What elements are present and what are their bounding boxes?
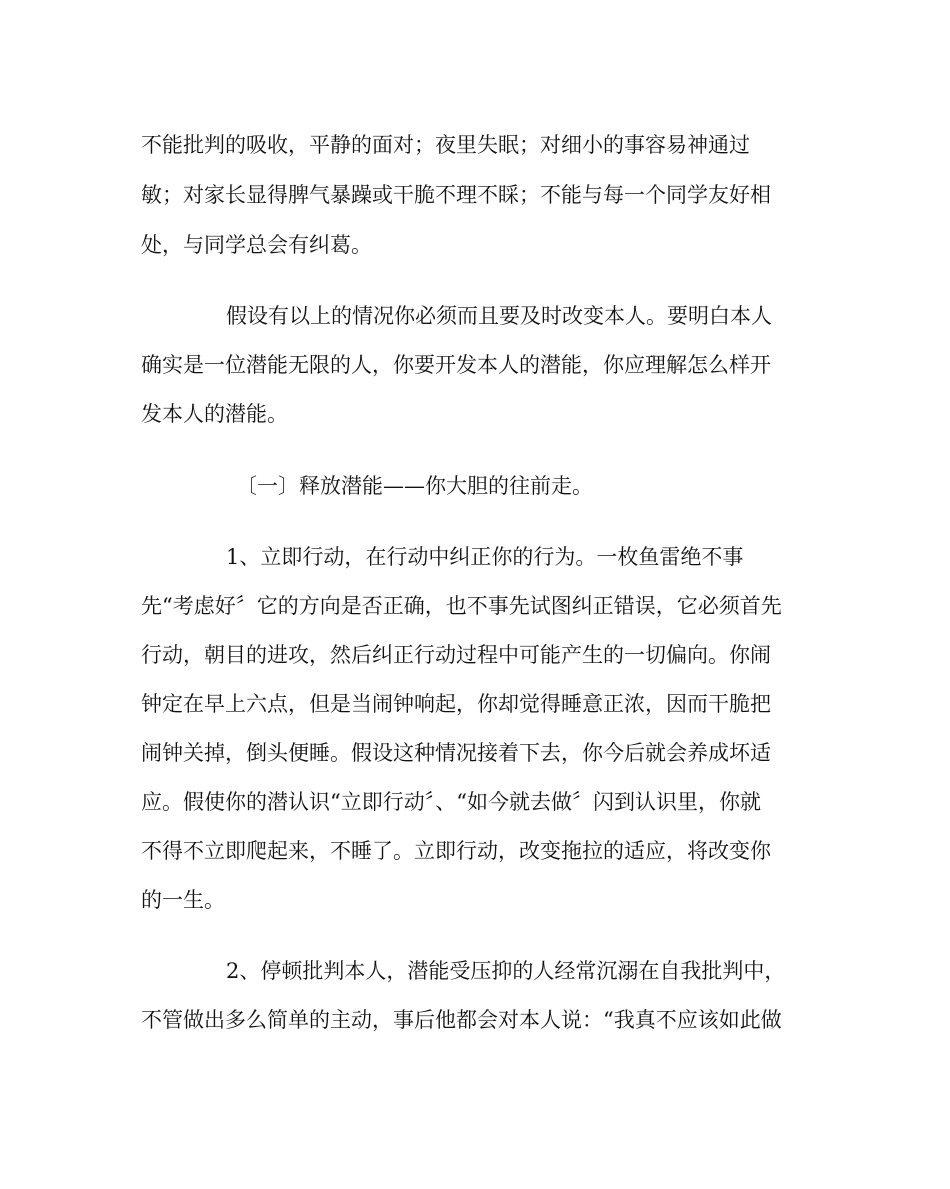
paragraph-3-line-6: 应。假使你的潜认识“立即行动〞、“如今就去做〞闪到认识里，你就 [141,790,761,814]
paragraph-3-line-8: 的一生。 [141,888,225,912]
paragraph-4-line-2: 不管做出多么简单的主动，事后他都会对本人说：“我真不应该如此做 [141,1008,782,1032]
paragraph-3-line-7: 不得不立即爬起来，不睡了。立即行动，改变拖拉的适应，将改变你 [141,839,771,863]
paragraph-3-line-2: 先“考虑好〞它的方向是否正确，也不事先试图纠正错误，它必须首先 [141,594,782,618]
paragraph-1-line-2: 敏；对家长显得脾气暴躁或干脆不理不睬；不能与每一个同学友好相 [141,183,771,207]
paragraph-2-line-1: 假设有以上的情况你必须而且要及时改变本人。要明白本人 [226,304,772,328]
paragraph-1-line-1: 不能批判的吸收，平静的面对；夜里失眠；对细小的事容易神通过 [141,133,750,157]
paragraph-3-line-1: 1、立即行动，在行动中纠正你的行为。一枚鱼雷绝不事 [226,545,744,569]
paragraph-3-line-3: 行动，朝目的进攻，然后纠正行动过程中可能产生的一切偏向。你闹 [141,643,771,667]
paragraph-3-line-5: 闹钟关掉，倒头便睡。假设这种情况接着下去，你今后就会养成坏适 [141,741,771,765]
section-heading: 〔一〕释放潜能——你大胆的往前走。 [236,474,593,498]
paragraph-3-line-4: 钟定在早上六点，但是当闹钟响起，你却觉得睡意正浓，因而干脆把 [141,692,771,716]
paragraph-1-line-3: 处，与同学总会有纠葛。 [141,233,372,257]
paragraph-2-line-3: 发本人的潜能。 [141,402,288,426]
paragraph-4-line-1: 2、停顿批判本人，潜能受压抑的人经常沉溺在自我批判中， [226,959,786,983]
paragraph-2-line-2: 确实是一位潜能无限的人，你要开发本人的潜能，你应理解怎么样开 [141,353,771,377]
